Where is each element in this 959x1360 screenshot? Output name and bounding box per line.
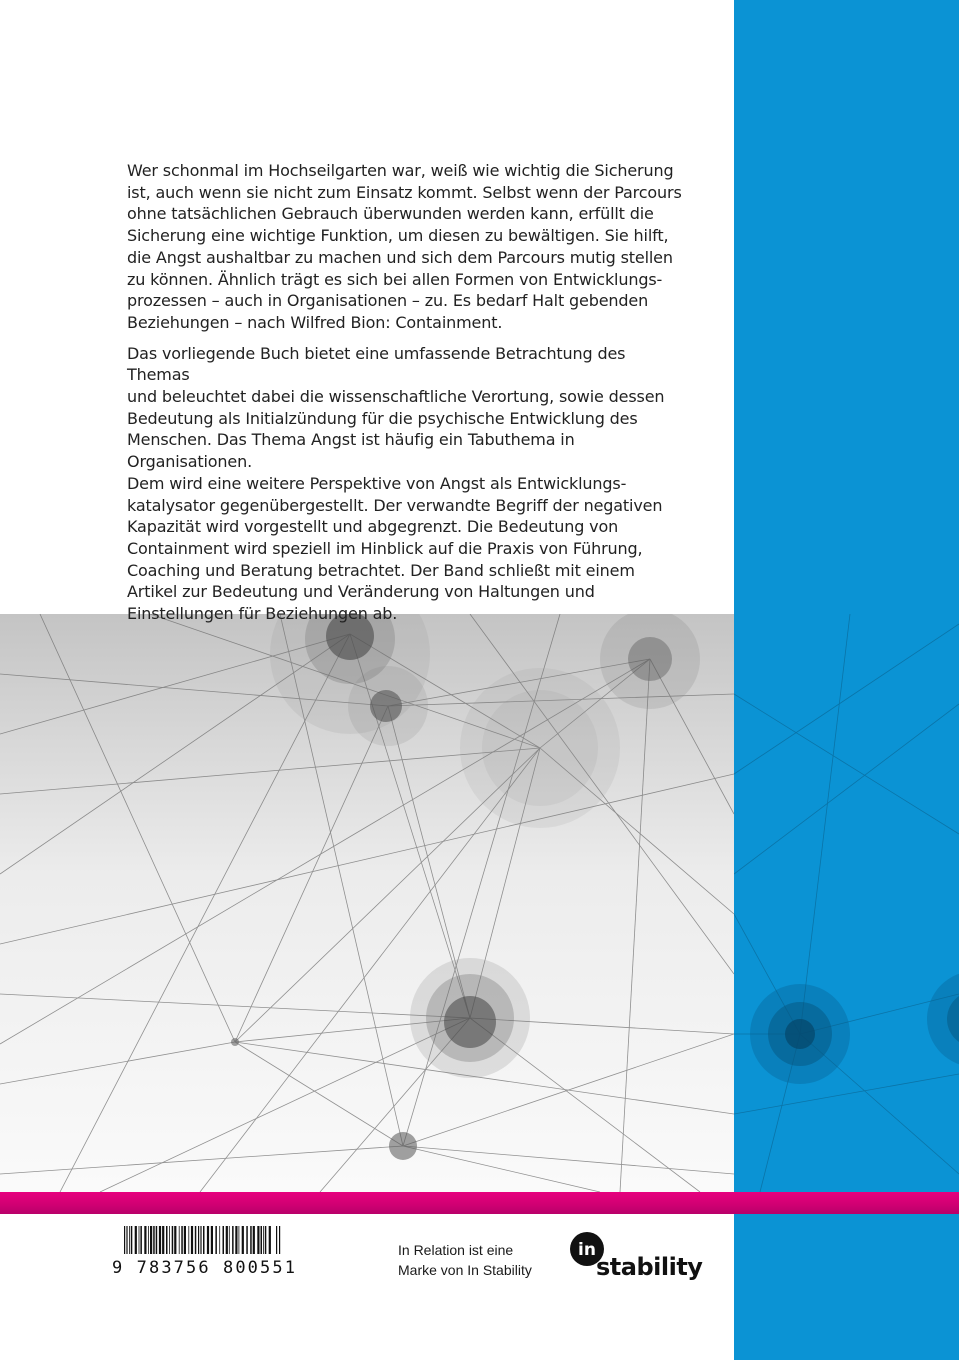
barcode-bar — [263, 1226, 264, 1256]
barcode-bar — [242, 1226, 244, 1256]
barcode-bar — [257, 1226, 259, 1256]
barcode-bar — [144, 1226, 146, 1256]
barcode-bar — [140, 1226, 142, 1256]
barcode-bar — [188, 1226, 189, 1256]
barcode-bar — [253, 1226, 255, 1256]
barcode-bar — [172, 1226, 174, 1256]
barcode-bar — [159, 1226, 161, 1256]
barcode-bar — [169, 1226, 170, 1256]
barcode-bar — [191, 1226, 193, 1256]
barcode-bar — [235, 1226, 237, 1256]
barcode-bar — [269, 1226, 271, 1256]
magenta-bar — [0, 1192, 959, 1214]
blurb-text — [127, 160, 687, 634]
barcode-bar — [162, 1226, 164, 1256]
logo-word: stability — [596, 1253, 703, 1281]
barcode-bar — [265, 1226, 267, 1256]
barcode-bar — [181, 1226, 183, 1256]
brand-note-line-1: In Relation ist eine — [398, 1242, 514, 1258]
barcode-bar — [229, 1226, 230, 1256]
barcode-bar — [150, 1226, 152, 1256]
barcode-bar — [184, 1226, 186, 1256]
brand-note — [398, 1240, 558, 1280]
blurb-paragraph-1: Wer schonmal im Hochseilgarten war, weiß wie wichtig die Sicherung ist, auch wenn sie nicht zum Einsatz kommt. Selbst wenn der Parcours ohne tatsächlichen Gebrauch überwunden werden kann, erfüllt die Sicherung eine wichtige Funktion, um diesen zu bewältigen. Sie hilft, die Angst aushaltbar zu machen und sich dem Parcours mutig stellen zu können. Ähnlich trägt es sich bei allen Formen von Entwicklungs- prozessen – auch in Organisationen – zu. Es bedarf Halt gebenden Beziehungen – nach Wilfred Bion: Containment. — [127, 161, 682, 332]
barcode-bar — [250, 1226, 252, 1256]
barcode-bar — [166, 1226, 168, 1256]
barcode-bar — [131, 1226, 133, 1256]
barcode-bar — [148, 1226, 149, 1256]
isbn-digits: 9 783756 800551 — [112, 1254, 282, 1282]
barcode-bar — [215, 1226, 217, 1256]
barcode-bar — [153, 1226, 155, 1256]
barcode-bar — [226, 1226, 228, 1256]
barcode-bar — [135, 1226, 137, 1256]
barcode-bar — [174, 1226, 176, 1256]
barcode-bar — [195, 1226, 197, 1256]
brand-note-line-2: Marke von In Stability — [398, 1262, 532, 1278]
barcode-bar — [261, 1226, 263, 1256]
barcode-bar — [219, 1226, 220, 1256]
logo-in-text: in — [578, 1240, 596, 1260]
blue-network — [734, 614, 959, 1192]
blurb-paragraph-2: Das vorliegende Buch bietet eine umfassende Betrachtung des Themas und beleuchtet dabei die wissenschaftliche Verortung, sowie dessen Bedeutung als Initialzündung für die psychische Entwicklung des Menschen. Das Thema Angst ist häufig ein Tabuthema in Organisationen. Dem wird eine weitere Perspektive von Angst als Entwicklungs- katalysator gegenübergestellt. Der verwandte Begriff der negativen Kapazität wird vorgestellt und abgegrenzt. Die Bedeutung von Containment wird speziell im Hinblick auf die Praxis von Führung, Coaching und Beratung betrachtet. Der Band schließt mit einem Artikel zur Bedeutung und Veränderung von Haltungen und Einstellungen für Beziehungen ab. — [127, 343, 665, 624]
barcode-bar — [223, 1226, 225, 1256]
network-illustration — [0, 614, 959, 1192]
barcode-bar — [211, 1226, 213, 1256]
barcode-bar — [203, 1226, 205, 1256]
barcode-bar — [246, 1226, 248, 1256]
barcode-bar — [239, 1226, 240, 1256]
barcode-bar — [129, 1226, 130, 1256]
barcode-bar — [207, 1226, 209, 1256]
barcode-bar — [156, 1226, 158, 1256]
barcode-bar — [232, 1226, 234, 1256]
barcode-bar — [179, 1226, 180, 1256]
barcode-bar — [139, 1226, 140, 1256]
in-stability-logo — [566, 1228, 716, 1288]
